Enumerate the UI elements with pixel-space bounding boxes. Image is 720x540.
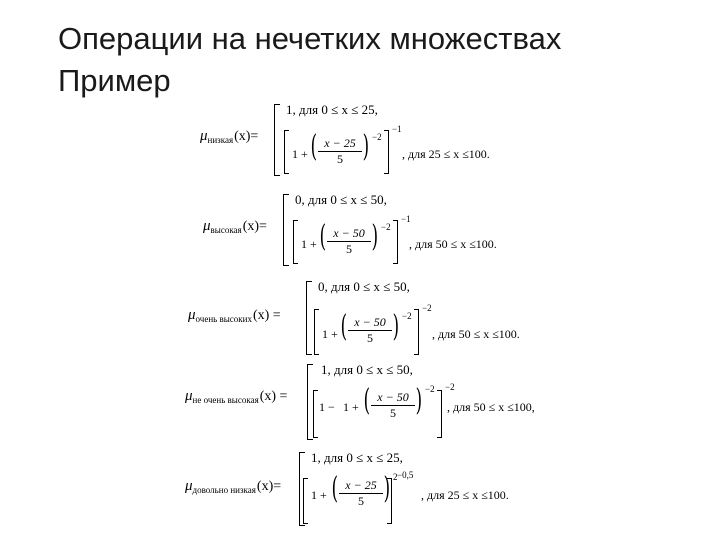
left-brace <box>283 194 289 266</box>
inner-paren-right: ) <box>362 129 370 164</box>
formula-rather-low <box>185 448 565 528</box>
mu-argument: (x) = <box>252 308 281 323</box>
numerator: x − 50 <box>348 315 392 331</box>
case-1: 1, для 0 ≤ x ≤ 25, <box>311 450 403 465</box>
inner-paren-right: ) <box>415 383 423 418</box>
mu-subscript: высокая <box>210 225 242 235</box>
inner-paren-left: ( <box>331 471 339 506</box>
outer-exponent: −1 <box>401 214 411 224</box>
formula-low <box>200 98 530 178</box>
one-plus: 1 + <box>292 147 308 161</box>
case-2-condition: , для 50 ≤ x ≤100. <box>432 327 520 341</box>
numerator: x − 25 <box>318 136 362 152</box>
fraction <box>339 478 383 509</box>
fraction <box>327 226 371 257</box>
inner-paren-left: ( <box>340 309 348 344</box>
one-plus: 1 + <box>311 488 327 502</box>
mu-symbol: μ <box>185 388 193 404</box>
title-line-2: Пример <box>58 63 171 98</box>
outer-exponent: −2 <box>422 303 432 313</box>
case-1: 1, для 0 ≤ x ≤ 25, <box>286 102 378 117</box>
case-1: 0, для 0 ≤ x ≤ 50, <box>318 279 410 294</box>
outer-bracket-left <box>303 478 308 524</box>
inner-exponent: 2 <box>393 472 398 482</box>
fraction <box>371 390 415 421</box>
denominator: 5 <box>367 331 373 345</box>
outer-bracket-right <box>437 390 442 438</box>
denominator: 5 <box>337 152 343 166</box>
inner-paren-right: ) <box>371 219 379 254</box>
numerator: x − 25 <box>339 478 383 494</box>
mu-argument: (x)= <box>234 129 259 144</box>
inner-paren-left: ( <box>363 383 371 418</box>
case-1: 1, для 0 ≤ x ≤ 50, <box>321 362 413 377</box>
numerator: x − 50 <box>371 390 415 406</box>
case-1: 0, для 0 ≤ x ≤ 50, <box>295 192 387 207</box>
inner-exponent: −2 <box>381 222 391 232</box>
mu-subscript: низкая <box>207 135 234 145</box>
mu-subscript: довольно низкая <box>192 485 256 495</box>
outer-exponent: −0,5 <box>397 470 414 480</box>
numerator: x − 50 <box>327 226 371 242</box>
inner-exponent: −2 <box>425 384 435 394</box>
outer-exponent: −1 <box>392 124 402 134</box>
outer-bracket-right <box>393 220 398 264</box>
fraction <box>348 315 392 346</box>
formula-4-outer-exponent: −2 <box>445 382 455 392</box>
mu-symbol: μ <box>200 128 208 144</box>
mu-argument: (x)= <box>256 479 282 494</box>
outer-bracket-right <box>387 478 392 524</box>
inner-exponent: −2 <box>402 311 412 321</box>
inner-paren-right: ) <box>392 309 400 344</box>
mu-argument: (x)= <box>242 219 267 234</box>
mu-symbol: μ <box>185 478 193 494</box>
outer-bracket-left <box>314 309 319 355</box>
mu-symbol: μ <box>188 307 196 323</box>
denominator: 5 <box>346 242 352 256</box>
formula-not-very-high <box>185 360 585 442</box>
denominator: 5 <box>358 494 364 508</box>
formula-high <box>203 188 533 268</box>
formula-very-high <box>188 275 558 357</box>
left-brace <box>274 104 280 176</box>
one-minus: 1 − <box>319 400 335 414</box>
outer-bracket-left <box>313 390 318 438</box>
one-plus: 1 + <box>322 327 338 341</box>
one-plus: 1 + <box>343 400 359 414</box>
outer-bracket-right <box>384 130 389 174</box>
outer-bracket-left <box>293 220 298 264</box>
slide-title <box>58 18 561 102</box>
inner-exponent: −2 <box>372 132 382 142</box>
mu-subscript: очень высоких <box>195 314 252 324</box>
case-2-condition: , для 25 ≤ x ≤100. <box>402 147 490 161</box>
mu-symbol: μ <box>203 218 211 234</box>
denominator: 5 <box>390 406 396 420</box>
mu-subscript: не очень высокая <box>192 395 259 405</box>
left-brace <box>306 281 312 355</box>
inner-paren-left: ( <box>310 129 318 164</box>
one-plus: 1 + <box>301 237 317 251</box>
inner-paren-left: ( <box>319 219 327 254</box>
fraction <box>318 136 362 167</box>
case-2-condition: , для 50 ≤ x ≤100, <box>447 400 535 414</box>
mu-argument: (x) = <box>259 389 288 404</box>
inner-paren-right: ) <box>383 471 391 506</box>
outer-bracket-right <box>414 309 419 355</box>
case-2-condition: , для 50 ≤ x ≤100. <box>409 237 497 251</box>
case-2-condition: , для 25 ≤ x ≤100. <box>421 488 509 502</box>
outer-bracket-left <box>284 130 289 174</box>
title-line-1: Операции на нечетких множествах <box>58 21 562 56</box>
